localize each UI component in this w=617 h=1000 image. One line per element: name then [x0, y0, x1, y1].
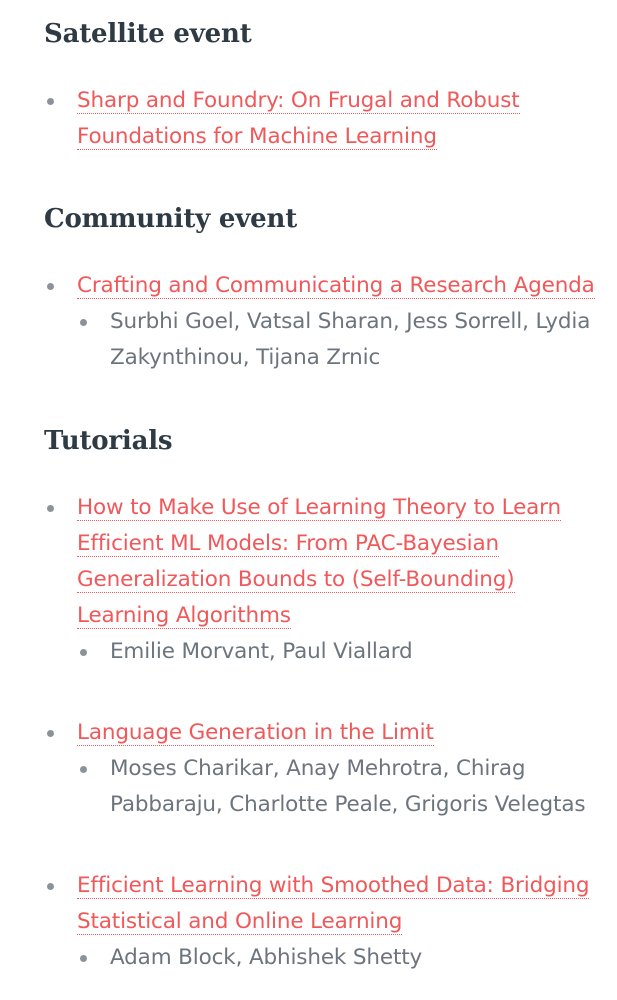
list-item [44, 83, 604, 155]
tutorial-link-language-generation[interactable]: Language Generation in the Limit [77, 720, 434, 745]
tutorial-list-2 [44, 715, 604, 823]
tutorial-link-smoothed-data[interactable]: Efficient Learning with Smoothed Data: Bridging Statistical and Online Learning [77, 873, 590, 934]
satellite-event-list [44, 83, 604, 155]
speaker-list [77, 751, 604, 823]
community-event-list [44, 268, 604, 376]
list-item [44, 868, 604, 976]
event-link-sharp-foundry[interactable]: Sharp and Foundry: On Frugal and Robust Foundations for Machine Learning [77, 88, 520, 149]
tutorial-list-1 [44, 490, 604, 670]
list-item [44, 268, 604, 376]
tutorial-link-pac-bayesian[interactable]: How to Make Use of Learning Theory to Learn Efficient ML Models: From PAC-Bayesian Generalization Bounds to (Self-Bounding) Learning Algorithms [77, 495, 561, 628]
list-item [44, 490, 604, 670]
speaker-names: Emilie Morvant, Paul Viallard [77, 634, 604, 670]
list-item [44, 715, 604, 823]
speaker-list [77, 940, 604, 976]
speaker-names: Surbhi Goel, Vatsal Sharan, Jess Sorrell, Lydia Zakynthinou, Tijana Zrnic [77, 304, 604, 376]
speaker-list [77, 634, 604, 670]
speaker-list [77, 304, 604, 376]
event-link-research-agenda[interactable]: Crafting and Communicating a Research Agenda [77, 273, 595, 298]
speaker-names: Moses Charikar, Anay Mehrotra, Chirag Pabbaraju, Charlotte Peale, Grigoris Velegtas [77, 751, 604, 823]
speaker-names: Adam Block, Abhishek Shetty [77, 940, 604, 976]
section-heading-tutorials: Tutorials [44, 426, 173, 456]
tutorial-list-3 [44, 868, 604, 976]
section-heading-satellite: Satellite event [44, 19, 252, 49]
section-heading-community: Community event [44, 204, 298, 234]
